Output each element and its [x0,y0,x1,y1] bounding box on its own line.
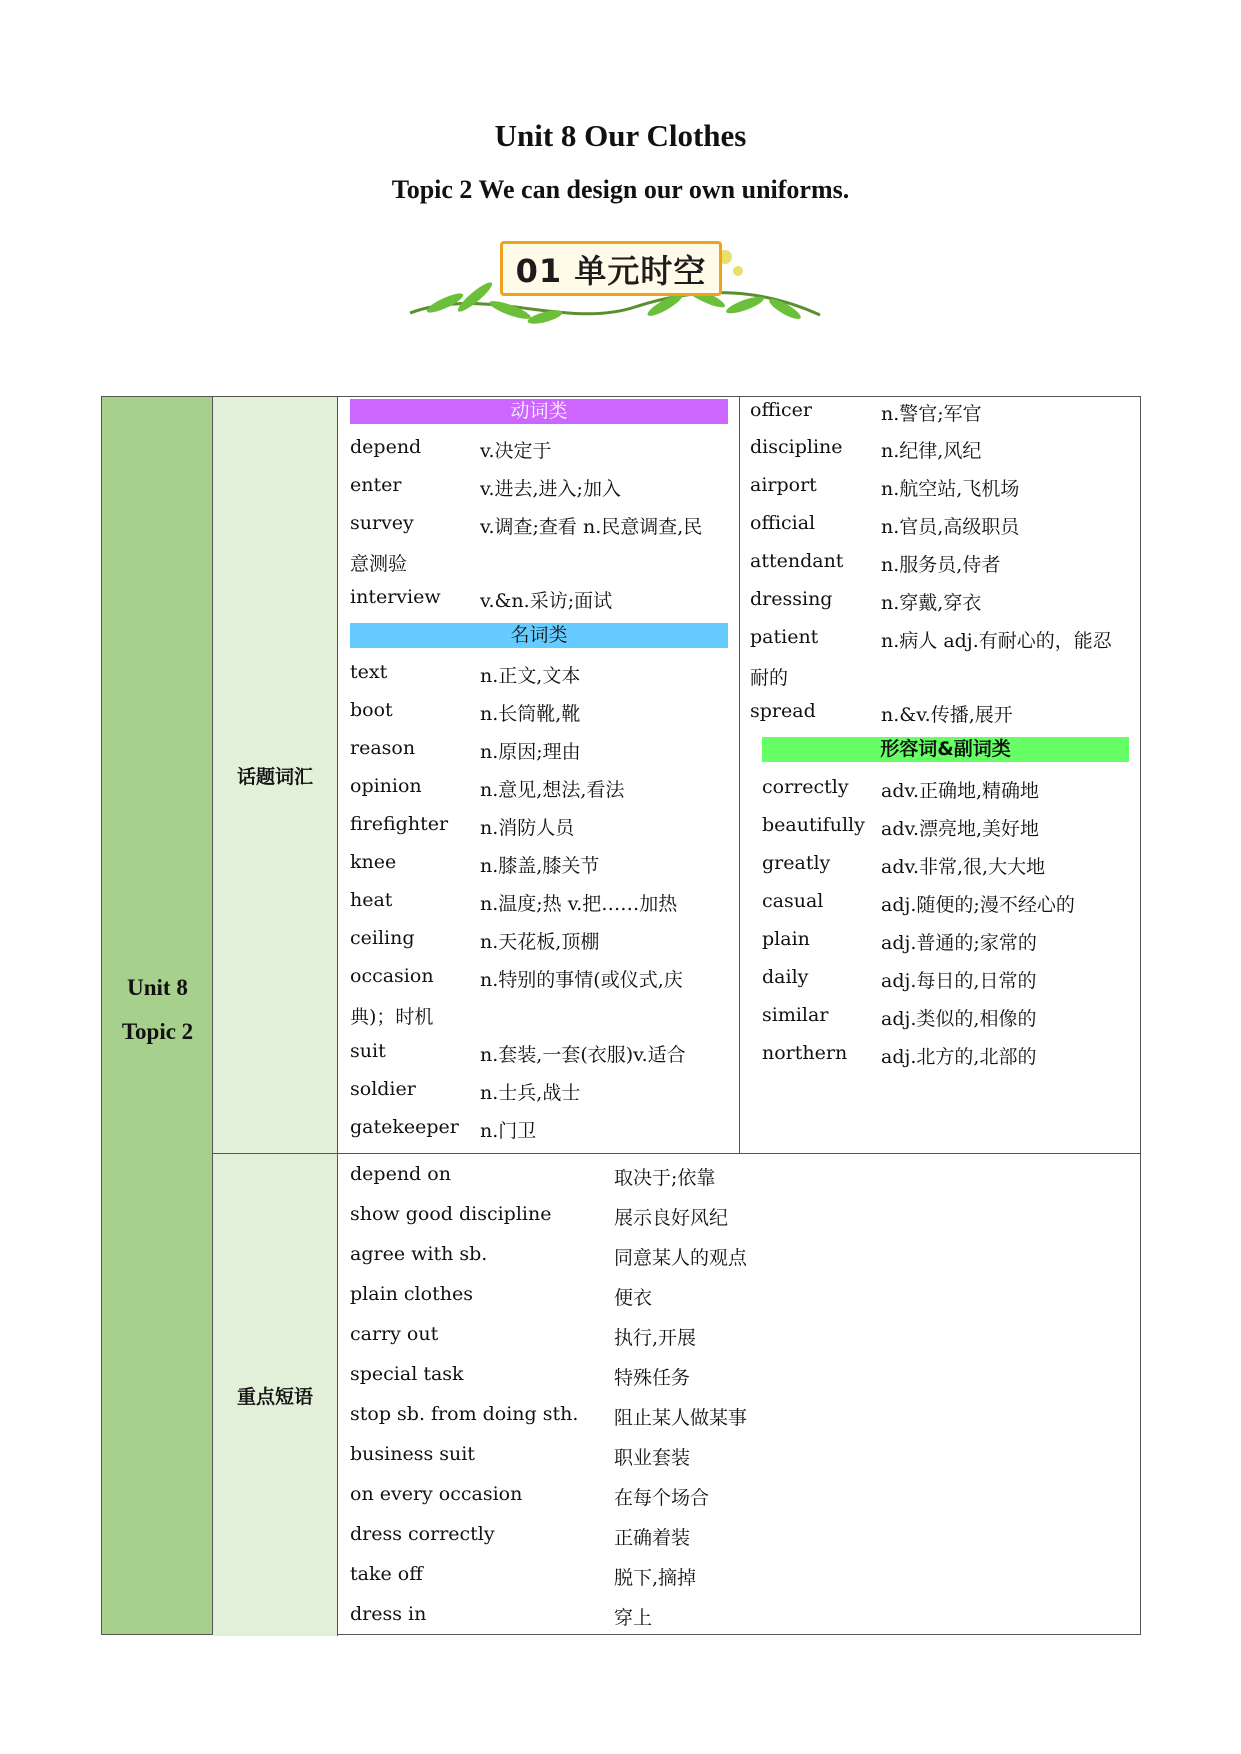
vocab-word: occasion [350,965,434,987]
vocab-meaning: n.原因;理由 [480,741,581,763]
phrase-english: business suit [350,1443,475,1465]
phrase-chinese: 执行,开展 [614,1327,697,1349]
vocab-meaning: n.服务员,侍者 [881,554,1001,576]
vocab-meaning: n.士兵,战士 [480,1082,581,1104]
phrase-english: on every occasion [350,1483,523,1505]
vocab-word: ceiling [350,927,415,949]
vocab-meaning-continued: 意测验 [350,553,408,575]
vocab-meaning: adv.正确地,精确地 [881,780,1040,802]
vocab-meaning: n.纪律,风纪 [881,440,982,462]
phrase-category-cell: 重点短语 [213,1154,338,1636]
phrase-chinese: 特殊任务 [614,1367,691,1389]
section-badge: 01 单元时空 [500,241,722,296]
vocab-word: gatekeeper [350,1116,459,1138]
vocab-word: correctly [762,776,849,798]
phrase-english: depend on [350,1163,451,1185]
vocab-word: knee [350,851,397,873]
vocab-meaning: n.病人 adj.有耐心的，能忍 [881,630,1112,652]
vocab-meaning: n.门卫 [480,1120,537,1142]
vocab-meaning: n.&v.传播,展开 [881,704,1013,726]
vocab-word: depend [350,436,422,458]
vocab-meaning-continued: 典)；时机 [350,1006,434,1028]
vocab-word: spread [750,700,816,722]
vocab-meaning: adj.每日的,日常的 [881,970,1037,992]
vocab-meaning: n.航空站,飞机场 [881,478,1020,500]
vocab-word: reason [350,737,416,759]
vocab-word: survey [350,512,414,534]
unit-title: Unit 8 Our Clothes [494,118,747,153]
adj-adv-section-header: 形容词&副词类 [762,737,1129,762]
topic-subtitle: Topic 2 We can design our own uniforms. [391,175,850,204]
phrase-chinese: 便衣 [614,1287,653,1309]
nouns-section-header: 名词类 [350,623,728,648]
vocab-meaning: n.消防人员 [480,817,575,839]
vocab-word: dressing [750,588,833,610]
vocab-meaning: adj.北方的,北部的 [881,1046,1037,1068]
vocab-meaning: n.正文,文本 [480,665,581,687]
vocab-word: daily [762,966,809,988]
vocab-word: airport [750,474,817,496]
vocab-word: suit [350,1040,386,1062]
phrase-english: plain clothes [350,1283,473,1305]
phrase-english: show good discipline [350,1203,552,1225]
vocab-meaning: n.长筒靴,靴 [480,703,581,725]
vocab-meaning: adj.随便的;漫不经心的 [881,894,1075,916]
phrase-english: dress correctly [350,1523,495,1545]
phrase-chinese: 在每个场合 [614,1487,710,1509]
vocab-word: boot [350,699,393,721]
phrase-chinese: 展示良好风纪 [614,1207,729,1229]
vocabulary-table [101,396,1141,1635]
vocab-word: similar [762,1004,829,1026]
unit-label: Unit 8 [127,975,188,1000]
vocab-meaning: v.调查;查看 n.民意调查,民 [480,516,703,538]
phrase-english: dress in [350,1603,427,1625]
vocab-meaning: adj.类似的,相像的 [881,1008,1037,1030]
phrase-english: carry out [350,1323,439,1345]
vocab-meaning: adj.普通的;家常的 [881,932,1037,954]
vocab-meaning: v.&n.采访;面试 [480,590,613,612]
phrase-chinese: 职业套装 [614,1447,691,1469]
vocab-word: officer [750,399,812,421]
vocab-word: interview [350,586,441,608]
vocab-word: official [750,512,816,534]
phrase-chinese: 脱下,摘掉 [614,1567,697,1589]
vocab-word: plain [762,928,810,950]
vocab-meaning-continued: 耐的 [750,667,789,689]
vocab-word: patient [750,626,819,648]
vocab-meaning: n.套装,一套(衣服)v.适合 [480,1044,686,1066]
vocab-word: beautifully [762,814,865,836]
section-banner [405,235,825,335]
vocab-word: discipline [750,436,843,458]
vocab-word: heat [350,889,393,911]
vocab-meaning: n.意见,想法,看法 [480,779,625,801]
phrase-english: agree with sb. [350,1243,488,1265]
vocab-meaning: n.警官;军官 [881,403,982,425]
vocab-word: greatly [762,852,831,874]
phrase-chinese: 穿上 [614,1607,653,1629]
phrase-english: special task [350,1363,464,1385]
vocab-meaning: n.天花板,顶棚 [480,931,600,953]
vocab-word: casual [762,890,824,912]
vocab-meaning: v.决定于 [480,440,552,462]
phrase-chinese: 正确着装 [614,1527,691,1549]
vocab-word: northern [762,1042,848,1064]
vocab-meaning: n.特别的事情(或仪式,庆 [480,969,683,991]
vocab-meaning: n.穿戴,穿衣 [881,592,982,614]
vocab-word: attendant [750,550,844,572]
vocab-meaning: n.膝盖,膝关节 [480,855,600,877]
vocab-meaning: n.官员,高级职员 [881,516,1020,538]
phrase-chinese: 同意某人的观点 [614,1247,748,1269]
phrase-chinese: 阻止某人做某事 [614,1407,748,1429]
vocab-word: soldier [350,1078,416,1100]
vocab-word: firefighter [350,813,449,835]
vocab-meaning: v.进去,进入;加入 [480,478,621,500]
vocab-word: opinion [350,775,422,797]
phrase-english: take off [350,1563,423,1585]
vocab-word: enter [350,474,402,496]
column-divider [739,397,740,1154]
vocab-meaning: n.温度;热 v.把……加热 [480,893,678,915]
vocab-word: text [350,661,388,683]
verbs-section-header: 动词类 [350,399,728,424]
vocab-meaning: adv.非常,很,大大地 [881,856,1046,878]
unit-column [102,397,213,1634]
vocab-meaning: adv.漂亮地,美好地 [881,818,1040,840]
phrase-chinese: 取决于;依靠 [614,1167,716,1189]
topic-label: Topic 2 [121,1019,194,1044]
vocab-category-cell: 话题词汇 [213,397,338,1154]
phrase-english: stop sb. from doing sth. [350,1403,579,1425]
